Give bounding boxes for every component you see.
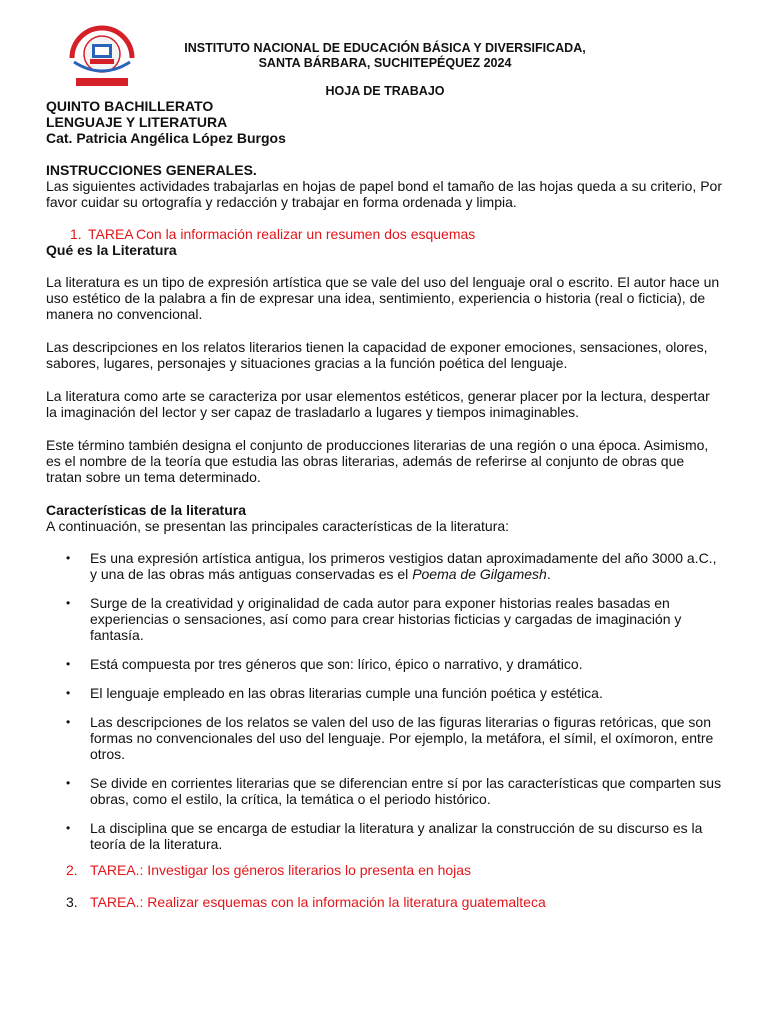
characteristics-section <box>46 502 722 534</box>
list-item-end: . <box>546 566 551 582</box>
subject-label: LENGUAJE Y LITERATURA <box>46 114 228 130</box>
list-item: • El lenguaje empleado en las obras literarias cumple una función poética y estética. <box>64 685 722 701</box>
task-1 <box>70 226 475 242</box>
list-item: • Está compuesta por tres géneros que son: lírico, épico o narrativo, y dramático. <box>64 656 722 672</box>
institution-line-2: SANTA BÁRBARA, SUCHITEPÉQUEZ 2024 <box>258 56 512 70</box>
list-item: • La disciplina que se encarga de estudiar la literatura y analizar la construcción de su discurso es la teoría de la literatura. <box>64 820 722 852</box>
list-item: • Surge de la creatividad y originalidad de cada autor para exponer historias reales basadas en experiencias o sensaciones, así como para crear historias ficticias y cargadas de imaginación y fantasía. <box>64 595 722 643</box>
task-3-text: TAREA.: Realizar esquemas con la información la literatura guatemalteca <box>90 894 546 910</box>
what-is-paragraph: Las descripciones en los relatos literarios tienen la capacidad de exponer emociones, sensaciones, olores, sabores, lugares, personajes y situaciones gracias a la función poética del lenguaje. <box>46 339 708 371</box>
task-2-number: 2. <box>66 862 78 878</box>
task-2 <box>66 862 471 878</box>
teacher-name: Cat. Patricia Angélica López Burgos <box>46 130 286 146</box>
characteristics-heading: Características de la literatura <box>46 502 246 518</box>
list-item: • Las descripciones de los relatos se valen del uso de las figuras literarias o figuras retóricas, que son formas no convencionales del uso del lenguaje. Por ejemplo, la metáfora, el símil, el oxímoron, entre otros. <box>64 714 722 762</box>
task-1-number: 1. <box>70 226 82 242</box>
task-1-label: TAREA <box>88 226 134 242</box>
school-logo <box>60 18 144 90</box>
what-is-paragraph: La literatura como arte se caracteriza por usar elementos estéticos, generar placer por la lectura, despertar la imaginación del lector y ser capaz de trasladarlo a lugares y tiempos inimaginables. <box>46 388 710 420</box>
task-1-text: Con la información realizar un resumen dos esquemas <box>136 226 476 242</box>
characteristics-intro: A continuación, se presentan las principales características de la literatura: <box>46 518 510 534</box>
instructions-heading: INSTRUCCIONES GENERALES. <box>46 162 257 178</box>
task-3 <box>66 894 546 910</box>
what-is-heading: Qué es la Literatura <box>46 242 177 258</box>
what-is-paragraph: Este término también designa el conjunto de producciones literarias de una región o una época. Asimismo, es el nombre de la teoría que estudia las obras literarias, además de referirse al conjunto de obras que tratan sobre un tema determinado. <box>46 437 709 485</box>
institution-name <box>150 41 620 71</box>
document-title: HOJA DE TRABAJO <box>325 84 445 98</box>
list-item: • Se divide en corrientes literarias que se diferencian entre sí por las características que comparten sus obras, como el estilo, la crítica, la temática o el periodo histórico. <box>64 775 722 807</box>
instructions-text: Las siguientes actividades trabajarlas en hojas de papel bond el tamaño de las hojas queda a su criterio, Por favor cuidar su ortografía y redacción y trabajar en forma ordenada y limpia. <box>46 178 722 210</box>
grade-label: QUINTO BACHILLERATO <box>46 98 214 114</box>
list-item-text: Es una expresión artística antigua, los primeros vestigios datan aproximadamente del año 3000 a.C., y una de las obras más antiguas conservadas es el <box>90 550 717 582</box>
instructions-section <box>46 162 722 210</box>
list-item-emphasis: Poema de Gilgamesh <box>412 566 547 582</box>
institution-line-1: INSTITUTO NACIONAL DE EDUCACIÓN BÁSICA Y DIVERSIFICADA, <box>184 41 586 55</box>
task-2-text: TAREA.: Investigar los géneros literarios lo presenta en hojas <box>90 862 472 878</box>
list-item <box>64 550 722 582</box>
characteristics-list <box>64 550 722 865</box>
what-is-paragraph: La literatura es un tipo de expresión artística que se vale del uso del lenguaje oral o escrito. El autor hace un uso estético de la palabra a fin de expresar una idea, sentimiento, experiencia o historia (real o ficticia), de manera no convencional. <box>46 274 720 322</box>
task-3-number: 3. <box>66 894 78 910</box>
course-info <box>46 98 286 146</box>
